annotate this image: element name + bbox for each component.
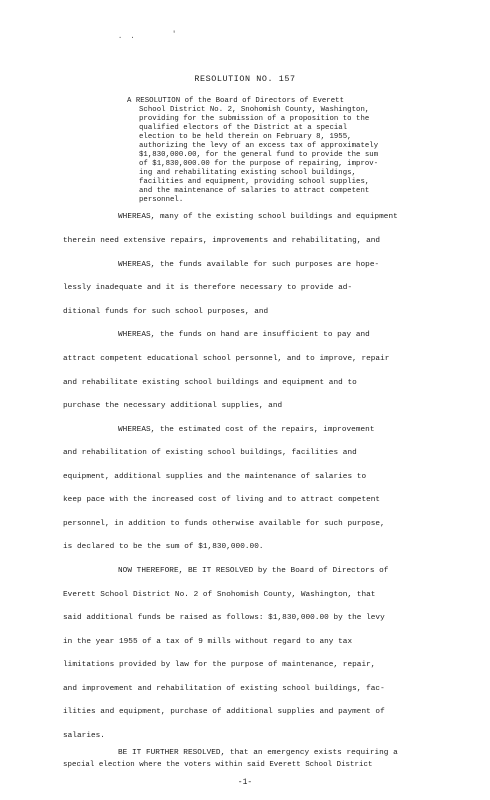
body-line: therein need extensive repairs, improvements and rehabilitating, and xyxy=(63,237,381,245)
body-line: limitations provided by law for the purpose of maintenance, repair, xyxy=(63,661,376,669)
preamble-line: election to be held therein on February 8, 1955, xyxy=(139,133,352,141)
page-number: -1- xyxy=(237,778,253,787)
body-line: keep pace with the increased cost of living and to attract competent xyxy=(63,496,381,504)
body-line: personnel, in addition to funds otherwise available for such purpose, xyxy=(63,520,385,528)
body-line: Everett School District No. 2 of Snohomish County, Washington, that xyxy=(63,591,376,599)
body-line: equipment, additional supplies and the maintenance of salaries to xyxy=(63,473,367,481)
body-line: ditional funds for such school purposes, and xyxy=(63,308,269,316)
body-line: and rehabilitate existing school buildings and equipment and to xyxy=(63,379,357,387)
body-line: WHEREAS, the estimated cost of the repairs, improvement xyxy=(118,426,375,434)
preamble-line: School District No. 2, Snohomish County, Washington, xyxy=(139,106,370,114)
body-line: NOW THEREFORE, BE IT RESOLVED by the Board of Directors of xyxy=(118,567,389,575)
body-line: salaries. xyxy=(63,732,105,740)
body-line: purchase the necessary additional supplies, and xyxy=(63,402,283,410)
preamble-line: qualified electors of the District at a special xyxy=(139,124,348,132)
body-line: special election where the voters within said Everett School District xyxy=(63,761,373,769)
body-line: is declared to be the sum of $1,830,000.00. xyxy=(63,543,264,551)
body-line: BE IT FURTHER RESOLVED, that an emergency exists requiring a xyxy=(118,749,398,757)
body-line: lessly inadequate and it is therefore necessary to provide ad- xyxy=(63,284,353,292)
body-line: WHEREAS, the funds on hand are insufficient to pay and xyxy=(118,331,370,339)
body-line: WHEREAS, many of the existing school buildings and equipment xyxy=(118,213,398,221)
body-line: in the year 1955 of a tax of 9 mills without regard to any tax xyxy=(63,638,353,646)
scan-speck: ' xyxy=(172,31,179,39)
preamble-line: and the maintenance of salaries to attract competent xyxy=(139,187,370,195)
preamble-line: authorizing the levy of an excess tax of approximately xyxy=(139,142,379,150)
body-line: said additional funds be raised as follows: $1,830,000.00 by the levy xyxy=(63,614,385,622)
scan-speck: . . xyxy=(118,33,137,41)
preamble-line: facilities and equipment, providing school supplies, xyxy=(139,178,370,186)
body-line: and improvement and rehabilitation of existing school buildings, fac- xyxy=(63,685,385,693)
preamble-line: A RESOLUTION of the Board of Directors of Everett xyxy=(127,97,345,105)
body-line: WHEREAS, the funds available for such purposes are hope- xyxy=(118,261,380,269)
body-line: ilities and equipment, purchase of additional supplies and payment of xyxy=(63,708,385,716)
body-line: attract competent educational school personnel, and to improve, repair xyxy=(63,355,390,363)
preamble-line: personnel. xyxy=(139,196,184,204)
preamble-line: providing for the submission of a proposition to the xyxy=(139,115,370,123)
resolution-title: RESOLUTION NO. 157 xyxy=(194,74,296,84)
preamble-line: ing and rehabilitating existing school buildings, xyxy=(139,169,357,177)
preamble-line: $1,830,000.00, for the general fund to provide the sum xyxy=(139,151,379,159)
preamble-line: of $1,830,000.00 for the purpose of repairing, improv- xyxy=(139,160,379,168)
body-line: and rehabilitation of existing school buildings, facilities and xyxy=(63,449,357,457)
